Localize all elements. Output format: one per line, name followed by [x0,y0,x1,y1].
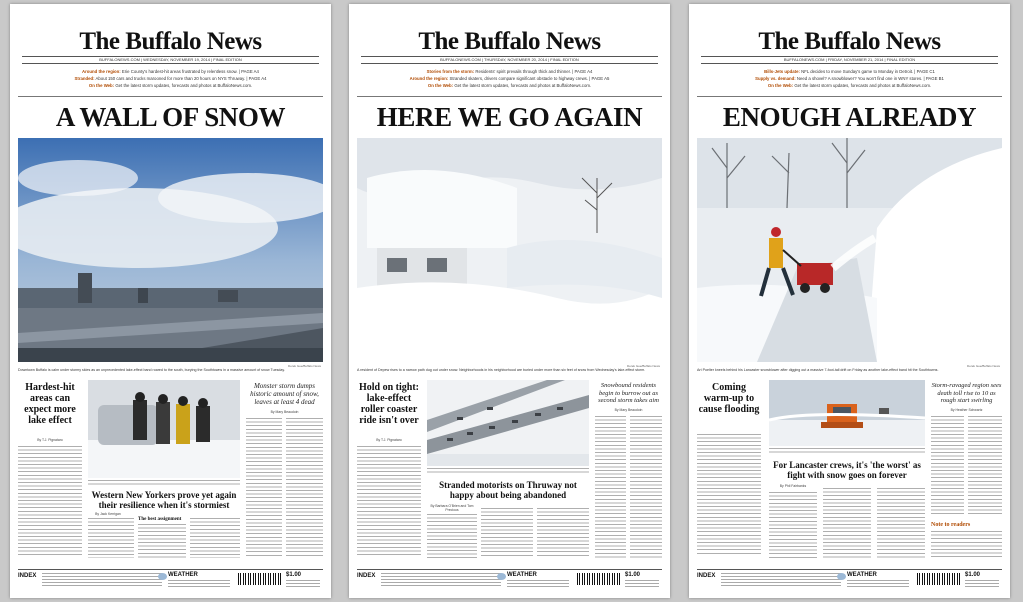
body-text [537,508,589,558]
front-page-nov-19 [10,4,331,598]
story-headline: Storm-ravaged region sees death toll rise to 10 as rough start swirling [931,382,1002,404]
divider [697,96,1002,97]
body-text [357,446,421,556]
footer-bar [357,569,662,590]
story-area [18,376,323,566]
photo-credit: Derek Gee/Buffalo News [967,364,1000,368]
byline: By T.J. Pignataro [37,438,63,442]
byline: By Barbara O'Brien and Tom Precious [430,504,474,512]
cloud-icon [158,573,167,580]
plow-truck-photo [769,380,925,446]
body-text [595,416,626,558]
body-text [286,418,323,558]
body-text [18,446,82,556]
photo-credit: Derek Gee/Buffalo News [288,364,321,368]
front-page-nov-20 [349,4,670,598]
body-text [968,416,1002,516]
teaser: Stranded: About 150 cars and trucks marooned for more than 20 hours on NYS Thruway. | PAGE A4 [74,76,267,81]
teaser: Supply vs. demand: Need a shovel? A snowblower? You won't find one in WNY stores. | PAGE B1 [755,76,944,81]
photo-caption-lines [427,468,589,474]
story-headline: Monster storm dumps historic amount of snow, leaves at least 4 dead [250,382,319,406]
weather-label: WEATHER [168,572,198,578]
price-details [286,580,320,588]
story-subhead: The best assignment [138,517,182,522]
photo-caption-lines [769,448,925,454]
dateline: BUFFALONEWS.COM | THURSDAY, NOVEMBER 20, 2014 | FINAL EDITION [361,56,658,64]
main-photo-snowblower [697,138,1002,362]
index-label: INDEX [697,573,716,579]
photo-credit: Derek Gee/Buffalo News [627,364,660,368]
story-headline: Stranded motorists on Thruway not happy about being abandoned [439,480,577,500]
body-text [630,416,662,558]
weather-forecast [847,580,909,588]
story-headline: Hold on tight: lake-effect roller coaster ride isn't over [358,382,419,426]
price: $1.00 [625,572,641,578]
main-headline: HERE WE GO AGAIN [376,102,643,132]
barcode [917,573,961,585]
story-area [357,376,662,566]
body-text [427,514,477,558]
body-text [88,518,134,558]
story-headline: Coming warm-up to cause flooding [698,382,760,415]
masthead: The Buffalo News [758,28,941,55]
price: $1.00 [286,572,302,578]
index-label: INDEX [357,573,376,579]
body-text [190,518,240,558]
index-listing [42,573,162,587]
note-to-readers-head: Note to readers [931,522,971,528]
dateline: BUFFALONEWS.COM | FRIDAY, NOVEMBER 21, 2014 | FINAL EDITION [701,56,998,64]
byline: By Heather Schwartz [950,408,983,412]
story-headline: Hardest-hit areas can expect more lake effect [24,382,76,426]
footer-bar [18,569,323,590]
main-headline: ENOUGH ALREADY [722,102,977,132]
body-text [769,492,817,558]
byline: By T.J. Pignataro [376,438,402,442]
byline: By Jack Kerrigan [95,512,121,516]
weather-label: WEATHER [507,572,537,578]
price-details [965,580,999,588]
divider [357,96,662,97]
divider [18,96,323,97]
teaser-list [357,68,662,89]
body-text [697,434,761,556]
photo-caption: A resident of Depew rises to a narrow path dug out under snow. Neighborhoods in his neighborhood are buried under more than six feet of snow from Wednesday's lake-effect storm. [357,368,646,372]
teaser-list [697,68,1002,89]
teaser-list [18,68,323,89]
byline: By Mary Beaudoin [614,408,643,412]
teaser: Around the region: Stranded skaters, drivers compare significant obstacle to highway crews. | PAGE A5 [409,76,610,81]
masthead: The Buffalo News [418,28,601,55]
body-text [138,524,186,558]
teaser: On the Web: Get the latest storm updates, forecasts and photos at BuffaloNews.com. [427,83,592,88]
story-area [697,376,1002,566]
main-photo-buried-house [357,138,662,362]
weather-label: WEATHER [847,572,877,578]
body-text [246,418,282,558]
price: $1.00 [965,572,981,578]
body-text [877,488,925,558]
teaser: Bills-Jets update: NFL decides to move Sunday's game to Monday in Detroit. | PAGE C1 [764,69,935,74]
barcode [577,573,621,585]
story-headline: For Lancaster crews, it's 'the worst' as fight with snow goes on forever [773,460,921,480]
front-page-nov-21 [689,4,1010,598]
index-listing [381,573,501,587]
story-headline: Western New Yorkers prove yet again their resilience when it's stormiest [91,490,237,510]
body-text [823,488,871,558]
photo-caption: Downtown Buffalo is calm under stormy skies as an unprecedented lake-effect band roared to the south, burying the Southtowns in a massive amount of snow Tuesday. [18,368,285,372]
byline: By Phil Fairbanks [779,484,807,488]
main-photo-skyline [18,138,323,362]
body-text [481,508,533,558]
firefighters-photo [88,380,240,478]
thruway-aerial-photo [427,380,589,466]
barcode [238,573,282,585]
body-text [931,416,964,516]
dateline: BUFFALONEWS.COM | WEDNESDAY, NOVEMBER 19, 2014 | FINAL EDITION [22,56,319,64]
teaser: On the Web: Get the latest storm updates, forecasts and photos at BuffaloNews.com. [88,83,253,88]
teaser: On the Web: Get the latest storm updates, forecasts and photos at BuffaloNews.com. [767,83,932,88]
price-details [625,580,659,588]
photo-caption-lines [88,480,240,486]
photo-caption: Art Poelter kneels behind his Lancaster snowblower after digging out a massive 7-foot-tall drift on Friday as another lake-effect band hit the Southtowns. [697,368,939,372]
index-listing [721,573,841,587]
cloud-icon [497,573,506,580]
body-text [931,531,1002,558]
index-label: INDEX [18,573,37,579]
teaser: Stories from the storm: Residents' spirit prevails through thick and thinner. | PAGE A4 [426,69,593,74]
weather-forecast [507,580,569,588]
story-headline: Snowbound residents begin to burrow out as second storm takes aim [598,382,659,404]
byline: By Mary Beaudoin [270,410,299,414]
teaser: Around the region: Erie County's hardest-hit areas frustrated by relentless snow. | PAGE A4 [82,69,259,74]
cloud-icon [837,573,846,580]
main-headline: A WALL OF SNOW [55,102,286,132]
footer-bar [697,569,1002,590]
masthead: The Buffalo News [79,28,262,55]
weather-forecast [168,580,230,588]
